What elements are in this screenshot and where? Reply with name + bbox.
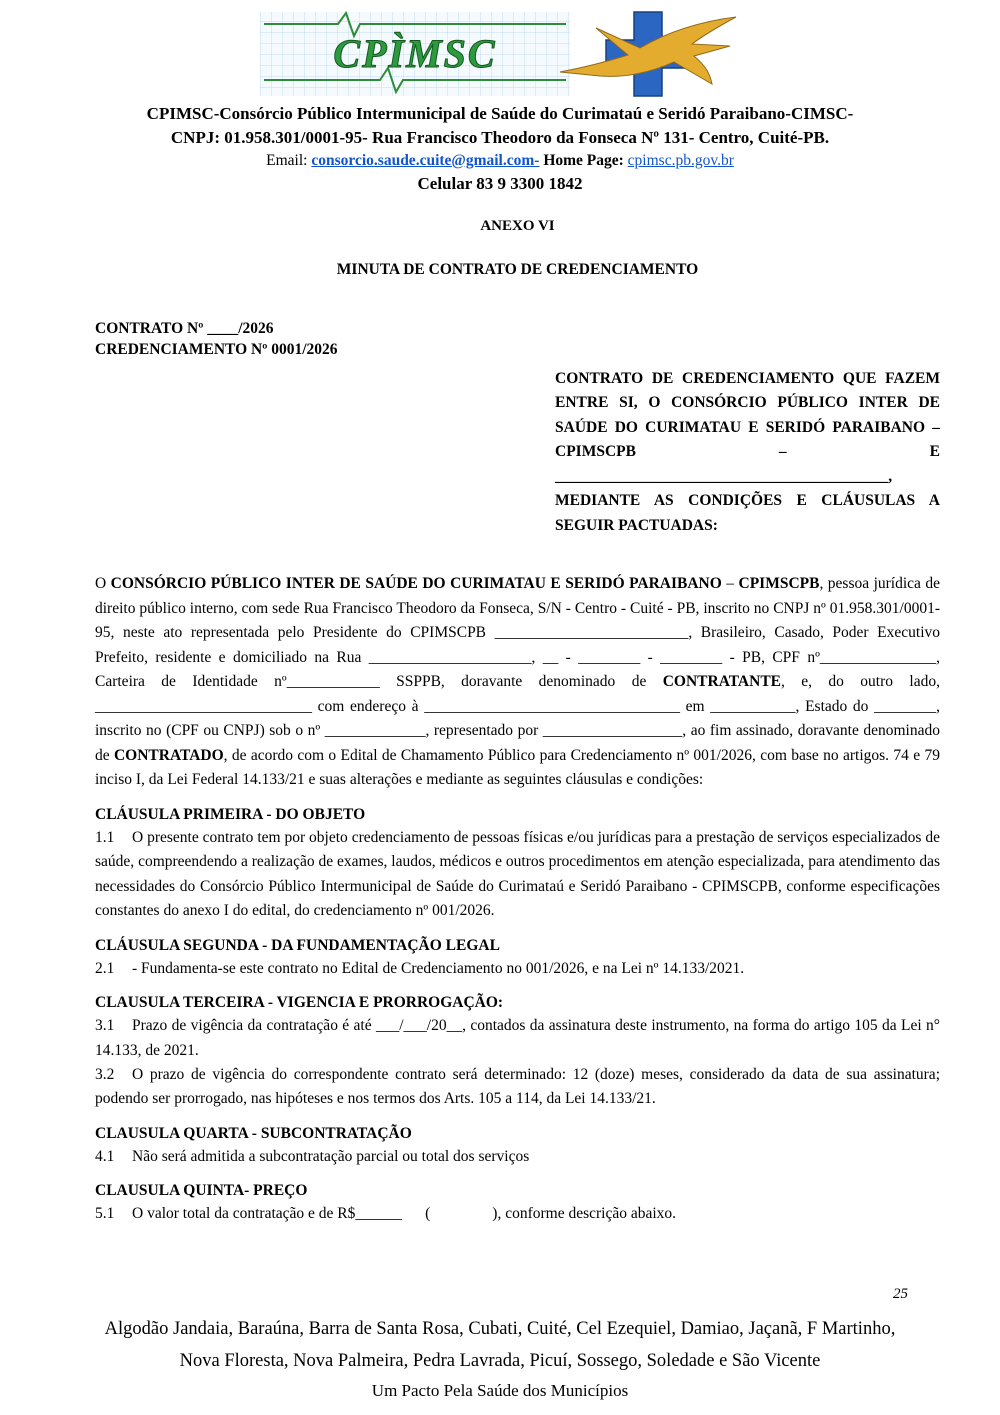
homepage-label: Home Page:	[543, 152, 624, 169]
clause-heading: CLÁUSULA SEGUNDA - DA FUNDAMENTAÇÃO LEGAL	[95, 936, 500, 954]
credential-number: CREDENCIAMENTO Nº 0001/2026	[95, 340, 338, 358]
page-number: 25	[893, 1286, 908, 1302]
item-text: - Fundamenta-se este contrato no Edital de Credenciamento no 001/2026, e na Lei nº 14.133/2021.	[132, 959, 745, 977]
clause-heading: CLAUSULA QUINTA- PREÇO	[95, 1182, 308, 1200]
opening-paragraph-segment: CONSÓRCIO PÚBLICO INTER DE SAÚDE DO CURIMATAU E SERIDÓ PARAIBANO	[110, 575, 722, 593]
opening-paragraph-segment: CONTRATANTE	[662, 673, 781, 691]
clause-item	[95, 957, 940, 981]
document-title: MINUTA DE CONTRATO DE CREDENCIAMENTO	[336, 261, 699, 278]
cnpj-address-line	[0, 128, 1000, 148]
opening-paragraph-segment: –	[721, 575, 739, 593]
logo-row	[0, 0, 1000, 98]
email-link[interactable]: consorcio.saude.cuite@gmail.com-	[311, 152, 540, 169]
clause-item	[95, 1202, 940, 1226]
clause-item	[95, 1063, 940, 1112]
item-text: O prazo de vigência do correspondente contrato será determinado: 12 (doze) meses, considerado da data de sua assinatura; podendo ser prorrogado, nas hipóteses e nos termos dos Arts. 105 a 114, da Lei 14.133/21.	[95, 1065, 940, 1108]
letterhead	[0, 0, 1000, 194]
opening-paragraph-segment: O	[95, 575, 111, 593]
clause-section-objeto	[95, 806, 940, 924]
item-text: O valor total da contratação e de R$______ ( ), conforme descrição abaixo.	[132, 1205, 677, 1223]
clause-heading: CLAUSULA QUARTA - SUBCONTRATAÇÃO	[95, 1124, 412, 1142]
clause-item	[95, 1145, 940, 1169]
contract-ids	[95, 319, 940, 361]
item-number: 1.1	[95, 828, 115, 846]
item-text: Não será admitida a subcontratação parcial ou total dos serviços	[132, 1147, 530, 1165]
clause-heading: CLAUSULA TERCEIRA - VIGENCIA E PRORROGAÇÃO:	[95, 994, 504, 1012]
email-label: Email:	[266, 152, 308, 169]
item-number: 5.1	[95, 1205, 115, 1223]
contract-number: CONTRATO Nº ____/2026	[95, 320, 274, 337]
page-footer	[0, 1314, 1000, 1401]
annex-title: ANEXO VI	[480, 218, 555, 234]
logo-wordmark: CPÌMSC	[333, 31, 497, 76]
clause-section-vigencia	[95, 994, 940, 1112]
clause-section-subcontratacao	[95, 1125, 940, 1169]
org-logo	[260, 10, 740, 98]
clause-item	[95, 1014, 940, 1063]
opening-paragraph-segment: , pessoa jurídica de direito público interno, com sede Rua Francisco Theodoro da Fonseca, S/N - Centro - Cuité - PB, inscrito no CNPJ nº 01.958.301/0001-95, neste ato representada pelo Presidente do CPIMSCPB _________________________, Brasileiro, Casado, Poder Executivo Prefeito, residente e domiciliado na Rua _____________________, __ - ________ - ________ - PB, CPF nº_______________, Carteira de Identidade nº____________ SSPPB, doravante denominado de	[95, 575, 941, 691]
opening-paragraph-segment: , e, do outro lado, ____________________________ com endereço à _________________________________ em ___________, Estado do ________, inscrito no (CPF ou CNPJ) sob o nº _____________, representado por __________________, ao fim assinado, doravante denominado de	[95, 673, 940, 764]
document-body	[0, 218, 1000, 1227]
opening-paragraph	[95, 572, 940, 792]
cnpj-value: CNPJ: 01.958.301/0001-95-	[170, 128, 368, 147]
phone-line: Celular 83 9 3300 1842	[417, 174, 583, 193]
address: Rua Francisco Theodoro da Fonseca Nº 131- Centro, Cuité-PB.	[372, 128, 830, 147]
clause-heading: CLÁUSULA PRIMEIRA - DO OBJETO	[95, 805, 366, 823]
org-name-line: CPIMSC-Consórcio Público Intermunicipal de Saúde do Curimataú e Seridó Paraibano-CIMSC-	[146, 104, 854, 123]
item-number: 4.1	[95, 1147, 115, 1165]
item-number: 2.1	[95, 959, 115, 977]
contact-line	[0, 152, 1000, 170]
opening-paragraph-segment: CONTRATADO	[113, 746, 224, 764]
item-number: 3.1	[95, 1017, 115, 1035]
clause-section-fundamentacao	[95, 937, 940, 981]
homepage-link[interactable]: cpimsc.pb.gov.br	[627, 152, 734, 169]
preamble-block: CONTRATO DE CREDENCIAMENTO QUE FAZEM ENTRE SI, O CONSÓRCIO PÚBLICO INTER DE SAÚDE DO CURIMATAU E SERIDÓ PARAIBANO – CPIMSCPB – E ___________________________________________, MEDIANTE AS CONDIÇÕES E CLÁUSULAS A SEGUIR PACTUADAS:	[555, 369, 940, 534]
item-number: 3.2	[95, 1065, 115, 1083]
member-municipalities: Algodão Jandaia, Baraúna, Barra de Santa Rosa, Cubati, Cuité, Cel Ezequiel, Damiao, Jaçanã, F Martinho, Nova Floresta, Nova Palmeira, Pedra Lavrada, Picuí, Sossego, Soledade e São Vicente	[104, 1319, 896, 1371]
item-text: O presente contrato tem por objeto credenciamento de pessoas físicas e/ou jurídicas para a prestação de serviços especializados de saúde, compreendendo a realização de exames, laudos, médicos e outros procedimentos em atenção especializada, para atendimento das necessidades do Consórcio Público Intermunicipal de Saúde do Curimataú e Seridó Paraibano - CPIMSCPB, conforme especificações constantes do anexo I do edital, do credenciamento nº 001/2026.	[95, 828, 940, 920]
opening-paragraph-segment: , de acordo com o Edital de Chamamento Público para Credenciamento nº 001/2026, com base no artigos. 74 e 79 inciso I, da Lei Federal 14.133/21 e suas alterações e mediante as seguintes cláusulas e condições:	[95, 746, 940, 789]
footer-motto: Um Pacto Pela Saúde dos Municípios	[371, 1381, 629, 1400]
clause-item	[95, 826, 940, 924]
item-text: Prazo de vigência da contratação é até ___/___/20__, contados da assinatura deste instrumento, na forma do artigo 105 da Lei n° 14.133, de 2021.	[95, 1017, 940, 1059]
opening-paragraph-segment: CPIMSCPB	[738, 575, 820, 593]
clause-section-preco	[95, 1182, 940, 1226]
